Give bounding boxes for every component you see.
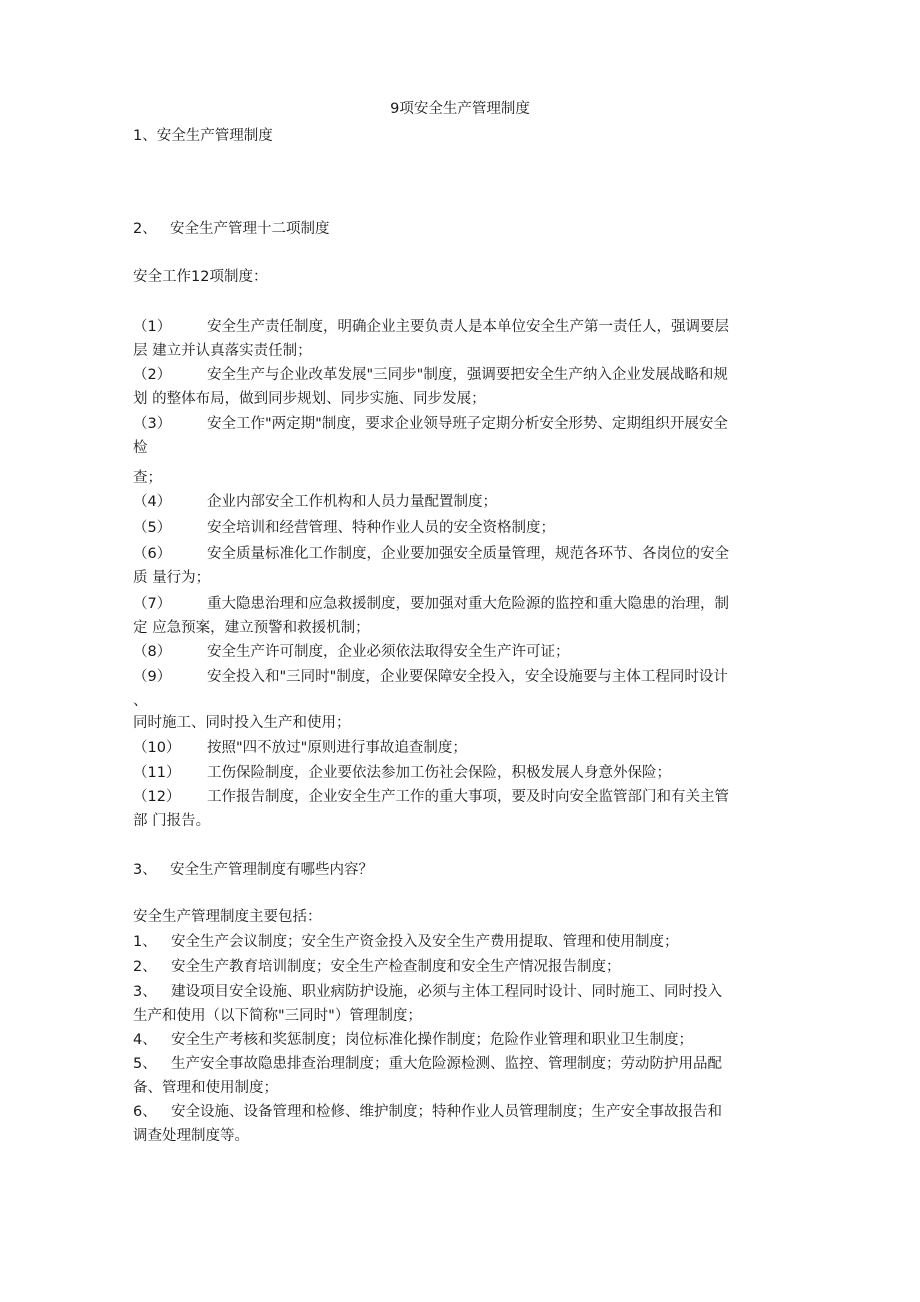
item-text: 安全设施、设备管理和检修、维护制度；特种作业人员管理制度；生产安全事故报告和: [171, 1104, 722, 1120]
item-text-wrap: 查；: [133, 470, 162, 486]
item-text-wrap: 划 的整体布局，做到同步规划、同步实施、同步发展；: [133, 391, 486, 407]
item-marker: （1）: [133, 319, 172, 335]
item-marker: 3、: [133, 984, 157, 1000]
item-text: 重大隐患治理和应急救援制度，要加强对重大危险源的监控和重大隐患的治理，制: [207, 596, 729, 612]
item-marker: 4、: [133, 1032, 157, 1048]
item-marker: 2、: [133, 959, 157, 975]
item-text: 安全工作"两定期"制度，要求企业领导班子定期分析安全形势、定期组织开展安全: [207, 416, 728, 432]
section-3-number: 3、: [133, 862, 157, 878]
item-text: 安全质量标准化工作制度，企业要加强安全质量管理，规范各环节、各岗位的安全: [207, 546, 729, 562]
item-text: 安全生产教育培训制度；安全生产检查制度和安全生产情况报告制度；: [171, 959, 621, 975]
item-text-wrap: 检: [133, 440, 148, 456]
item-text-wrap: 生产和使用（以下简称"三同时"）管理制度；: [133, 1008, 422, 1024]
section-3-text: 安全生产管理制度有哪些内容？: [170, 862, 373, 878]
document-title: 9项安全生产管理制度: [390, 101, 530, 117]
item-text: 工伤保险制度，企业要依法参加工伤社会保险，积极发展人身意外保险；: [207, 765, 671, 781]
item-text: 安全生产会议制度；安全生产资金投入及安全生产费用提取、管理和使用制度；: [171, 934, 679, 950]
item-marker: （3）: [133, 416, 172, 432]
section-2-intro: 安全工作12项制度：: [133, 269, 268, 285]
item-marker: 1、: [133, 934, 157, 950]
item-text-wrap: 同时施工、同时投入生产和使用；: [133, 715, 351, 731]
item-text: 按照"四不放过"原则进行事故追查制度；: [207, 740, 467, 756]
item-text-wrap: 定 应急预案，建立预警和救援机制；: [133, 620, 370, 636]
item-text: 建设项目安全设施、职业病防护设施，必须与主体工程同时设计、同时施工、同时投入: [171, 984, 722, 1000]
item-text: 安全培训和经营管理、特种作业人员的安全资格制度；: [207, 520, 555, 536]
item-marker: （7）: [133, 596, 172, 612]
item-marker: （9）: [133, 669, 172, 685]
item-marker: （2）: [133, 367, 172, 383]
section-1-number: 1、: [133, 128, 157, 144]
item-marker: （5）: [133, 520, 172, 536]
item-marker: （8）: [133, 644, 172, 660]
item-text: 安全生产许可制度，企业必须依法取得安全生产许可证；: [207, 644, 570, 660]
item-text: 安全生产考核和奖惩制度；岗位标准化操作制度；危险作业管理和职业卫生制度；: [171, 1032, 693, 1048]
item-text-wrap: 层 建立并认真落实责任制；: [133, 343, 312, 359]
item-text: 安全生产与企业改革发展"三同步"制度，强调要把安全生产纳入企业发展战略和规: [207, 367, 728, 383]
item-text-wrap: 质 量行为；: [133, 570, 211, 586]
item-text-wrap: 调查处理制度等。: [133, 1128, 249, 1144]
item-text: 安全生产责任制度，明确企业主要负责人是本单位安全生产第一责任人，强调要层: [207, 319, 729, 335]
item-text-wrap: 备、管理和使用制度；: [133, 1080, 278, 1096]
section-1-heading: [133, 125, 273, 147]
item-text-wrap: 、: [133, 693, 148, 709]
item-text: 企业内部安全工作机构和人员力量配置制度；: [207, 494, 497, 510]
item-marker: 6、: [133, 1104, 157, 1120]
item-marker: （10）: [133, 740, 181, 756]
item-marker: （12）: [133, 789, 181, 805]
section-1-text: 安全生产管理制度: [156, 128, 273, 144]
item-text-wrap: 部 门报告。: [133, 813, 211, 829]
item-marker: （11）: [133, 765, 181, 781]
item-marker: 5、: [133, 1056, 157, 1072]
item-text: 工作报告制度，企业安全生产工作的重大事项，要及时向安全监管部门和有关主管: [207, 789, 729, 805]
item-marker: （6）: [133, 546, 172, 562]
item-marker: （4）: [133, 494, 172, 510]
section-2-text: 安全生产管理十二项制度: [170, 221, 330, 237]
item-text: 生产安全事故隐患排查治理制度；重大危险源检测、监控、管理制度；劳动防护用品配: [171, 1056, 722, 1072]
item-text: 安全投入和"三同时"制度，企业要保障安全投入，安全设施要与主体工程同时设计: [207, 669, 728, 685]
section-2-number: 2、: [133, 221, 157, 237]
section-3-intro: 安全生产管理制度主要包括：: [133, 909, 322, 925]
